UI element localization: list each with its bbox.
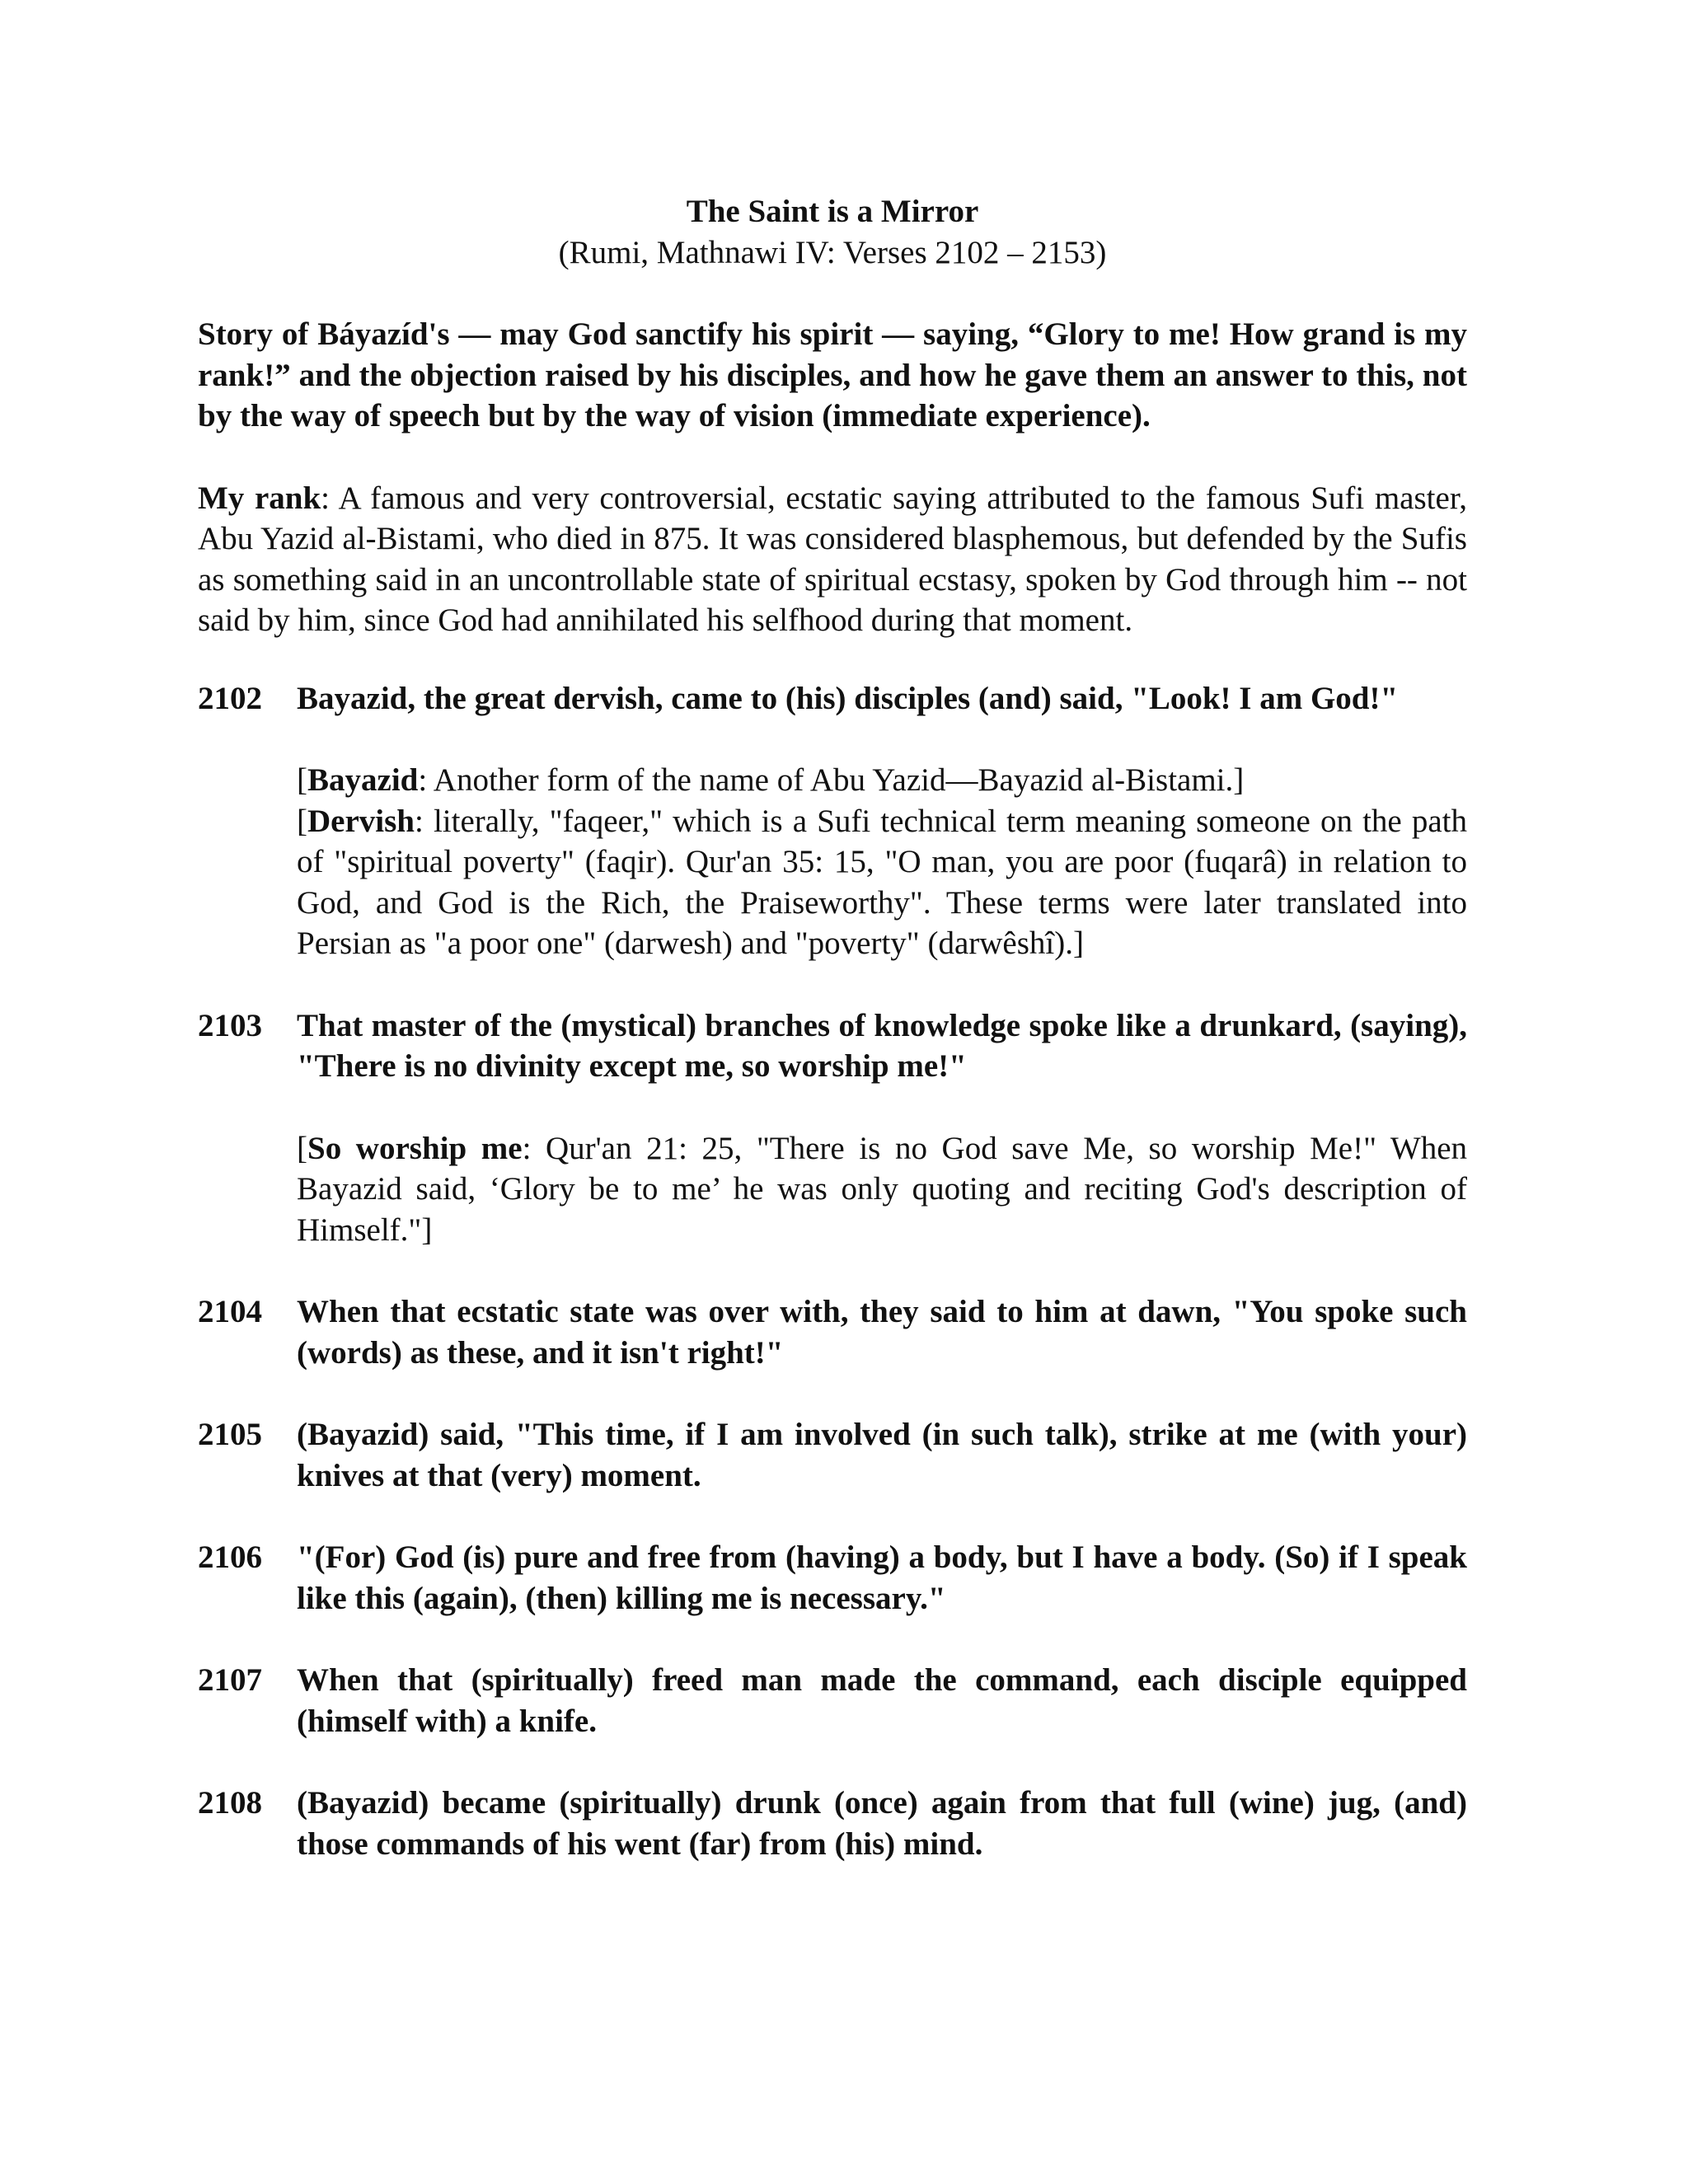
verse-number: 2104 <box>198 1294 262 1329</box>
verse-2107 <box>198 1660 1467 1741</box>
verse-note <box>297 760 1467 964</box>
verse-text: When that ecstatic state was over with, they said to him at dawn, "You spoke such (words) as these, and it isn't right!" <box>297 1294 1467 1371</box>
document-page <box>198 191 1467 1864</box>
note-bracket: [ <box>297 803 307 839</box>
verse-2102 <box>198 678 1467 964</box>
intro-term: My rank <box>198 480 321 516</box>
verse-2108 <box>198 1783 1467 1864</box>
note-line <box>297 1128 1467 1251</box>
verse-body <box>297 678 1467 964</box>
verse-2105 <box>198 1414 1467 1496</box>
verse-2104 <box>198 1291 1467 1373</box>
verse-note <box>297 1128 1467 1251</box>
verse-text: (Bayazid) became (spiritually) drunk (once) again from that full (wine) jug, (and) those commands of his went (far) from (his) mind. <box>297 1785 1467 1862</box>
verse-body <box>297 1783 1467 1864</box>
verse-text: When that (spiritually) freed man made the command, each disciple equipped (himself with) a knife. <box>297 1662 1467 1739</box>
note-line <box>297 760 1467 801</box>
note-term: Dervish <box>307 803 415 839</box>
note-term: So worship me <box>307 1130 523 1166</box>
intro-paragraph <box>198 478 1467 641</box>
note-bracket: [ <box>297 762 307 798</box>
verse-number: 2106 <box>198 1540 262 1575</box>
note-term: Bayazid <box>307 762 419 798</box>
verse-text: (Bayazid) said, "This time, if I am involved (in such talk), strike at me (with your) knives at that (very) moment. <box>297 1417 1467 1493</box>
note-text: : Another form of the name of Abu Yazid—Bayazid al-Bistami.] <box>418 762 1245 798</box>
intro-text: : A famous and very controversial, ecstatic saying attributed to the famous Sufi master, Abu Yazid al-Bistami, who died in 875. It was considered blasphemous, but defended by the Sufis as something said in an uncontrollable state of spiritual ecstasy, spoken by God through him -- not said by him, since God had annihilated his selfhood during that moment. <box>198 480 1467 638</box>
verse-body <box>297 1005 1467 1251</box>
note-text: : Qur'an 21: 25, "There is no God save Me, so worship Me!" When Bayazid said, ‘Glory be to me’ he was only quoting and reciting God's description of Himself."] <box>297 1130 1467 1248</box>
document-subtitle: (Rumi, Mathnawi IV: Verses 2102 – 2153) <box>558 234 1107 270</box>
verse-2103 <box>198 1005 1467 1251</box>
verse-number: 2107 <box>198 1662 262 1698</box>
verse-body <box>297 1291 1467 1373</box>
verse-body <box>297 1537 1467 1619</box>
verse-text: "(For) God (is) pure and free from (having) a body, but I have a body. (So) if I speak like this (again), (then) killing me is necessary." <box>297 1540 1467 1616</box>
verse-2106 <box>198 1537 1467 1619</box>
note-bracket: [ <box>297 1130 307 1166</box>
verse-number: 2105 <box>198 1417 262 1452</box>
verse-text: That master of the (mystical) branches of knowledge spoke like a drunkard, (saying), "There is no divinity except me, so worship me!" <box>297 1007 1467 1084</box>
story-heading: Story of Báyazíd's — may God sanctify his spirit — saying, “Glory to me! How grand is my rank!” and the objection raised by his disciples, and how he gave them an answer to this, not by the way of speech but by the way of vision (immediate experience). <box>198 316 1467 434</box>
verse-body <box>297 1660 1467 1741</box>
verse-number: 2108 <box>198 1785 262 1821</box>
document-title: The Saint is a Mirror <box>686 194 979 229</box>
verse-text: Bayazid, the great dervish, came to (his) disciples (and) said, "Look! I am God!" <box>297 680 1399 716</box>
verse-number: 2103 <box>198 1007 262 1043</box>
verse-number: 2102 <box>198 680 262 716</box>
note-text: : literally, "faqeer," which is a Sufi technical term meaning someone on the path of "spiritual poverty" (faqir). Qur'an 35: 15, "O man, you are poor (fuqarâ) in relation to God, and God is the Rich, the Praiseworthy". These terms were later translated into Persian as "a poor one" (darwesh) and "poverty" (darwêshî).] <box>297 803 1467 961</box>
verse-body <box>297 1414 1467 1496</box>
note-line <box>297 801 1467 964</box>
